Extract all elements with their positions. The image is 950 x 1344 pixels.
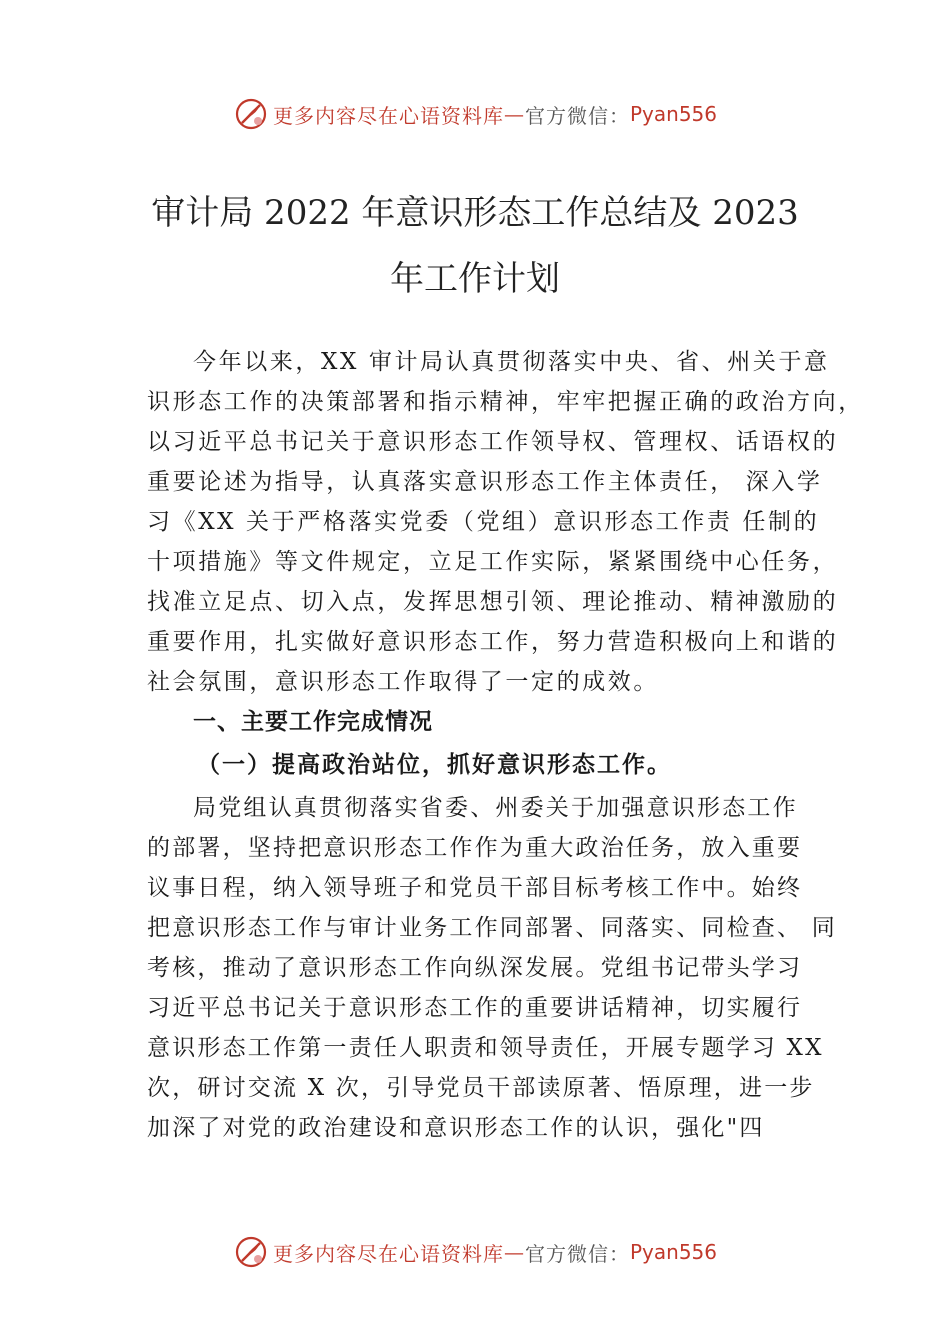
text-line: 习《XX 关于严格落实党委（党组）意识形态工作责 任制的 xyxy=(147,509,820,535)
text-line: 次，研讨交流 X 次，引导党员干部读原著、悟原理，进一步 xyxy=(147,1075,815,1101)
text-line: 意识形态工作第一责任人职责和领导责任，开展专题学习 XX xyxy=(147,1035,824,1061)
text-line: 考核，推动了意识形态工作向纵深发展。党组书记带头学习 xyxy=(147,955,803,981)
text-line: 重要论述为指导，认真落实意识形态工作主体责任， 深入学 xyxy=(147,469,823,495)
document-body xyxy=(147,342,864,1148)
text-line: 议事日程，纳入领导班子和党员干部目标考核工作中。始终 xyxy=(147,875,803,901)
banner-dash: — xyxy=(503,102,525,126)
text-line: 习近平总书记关于意识形态工作的重要讲话精神，切实履行 xyxy=(147,995,803,1021)
intro-paragraph xyxy=(147,342,864,702)
text-line: 局党组认真贯彻落实省委、州委关于加强意识形态工作 xyxy=(193,795,798,821)
text-line: 的部署，坚持把意识形态工作作为重大政治任务，放入重要 xyxy=(147,835,803,861)
text-line: 识形态工作的决策部署和指示精神，牢牢把握正确的政治方向， xyxy=(147,389,864,415)
footer-watermark-banner xyxy=(0,1232,950,1272)
quill-seal-icon xyxy=(233,1234,269,1270)
title-line: 年工作计划 xyxy=(390,259,560,299)
text-line: 社会氛围，意识形态工作取得了一定的成效。 xyxy=(147,669,659,695)
document-title xyxy=(100,180,850,312)
banner-wechat-id: Pyan556 xyxy=(629,102,717,126)
quill-seal-icon xyxy=(233,96,269,132)
text-line: 以习近平总书记关于意识形态工作领导权、管理权、话语权的 xyxy=(147,429,839,455)
text-line: 重要作用，扎实做好意识形态工作，努力营造积极向上和谐的 xyxy=(147,629,839,655)
section-heading: 一、主要工作完成情况 xyxy=(193,709,433,735)
title-line: 审计局 2022 年意识形态工作总结及 2023 xyxy=(151,193,799,233)
banner-prefix: 更多内容尽在心语资料库 xyxy=(272,1241,504,1266)
banner-label: 官方微信： xyxy=(524,1241,630,1266)
banner-prefix: 更多内容尽在心语资料库 xyxy=(272,103,504,128)
text-line: 找准立足点、切入点，发挥思想引领、理论推动、精神激励的 xyxy=(147,589,839,615)
text-line: 十项措施》等文件规定，立足工作实际，紧紧围绕中心任务， xyxy=(147,549,839,575)
banner-label: 官方微信： xyxy=(524,103,630,128)
banner-dash: — xyxy=(503,1240,525,1264)
subsection-heading: （一）提高政治站位，抓好意识形态工作。 xyxy=(197,751,672,778)
text-line: 加深了对党的政治建设和意识形态工作的认识，强化"四 xyxy=(147,1115,765,1141)
text-line: 把意识形态工作与审计业务工作同部署、同落实、同检查、 同 xyxy=(147,915,837,941)
text-line: 今年以来，XX 审计局认真贯彻落实中央、省、州关于意 xyxy=(193,349,830,375)
banner-wechat-id: Pyan556 xyxy=(629,1240,717,1264)
body-paragraph xyxy=(147,788,837,1148)
header-watermark-banner xyxy=(0,94,950,134)
